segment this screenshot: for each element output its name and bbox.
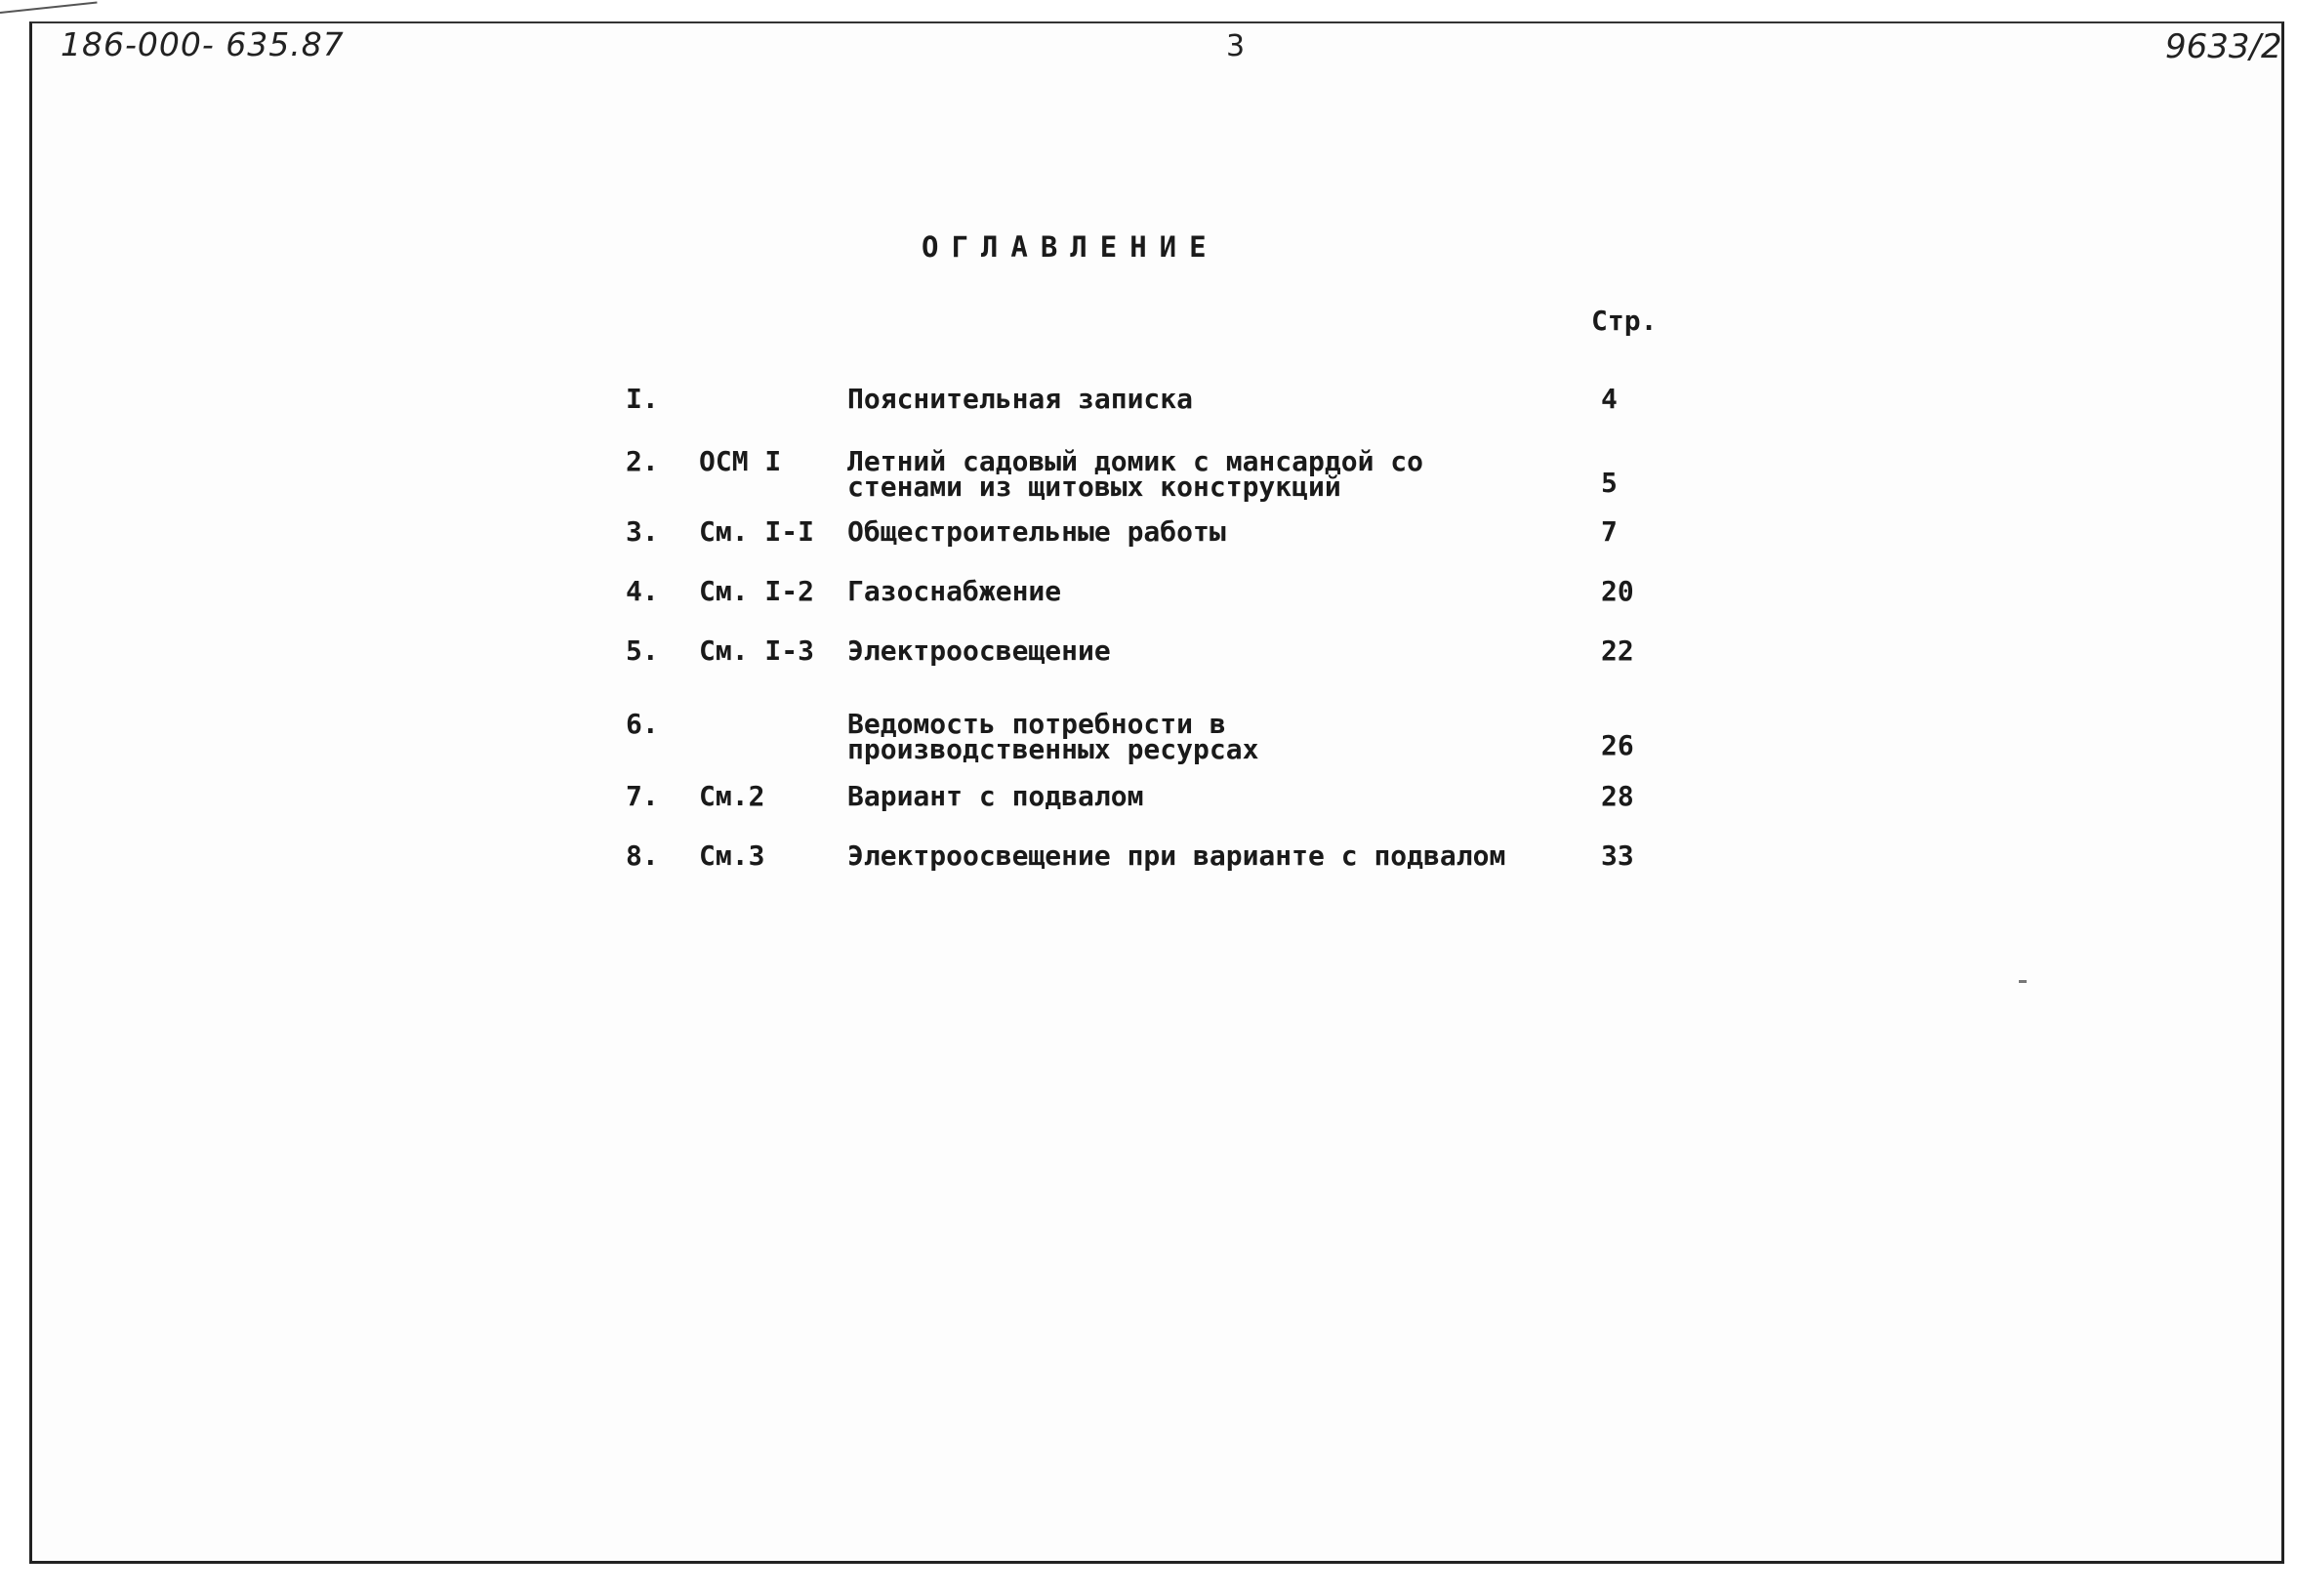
toc-item-number: 7. xyxy=(626,780,659,812)
toc-item-code: См. I-3 xyxy=(699,634,815,667)
toc-item-text: Летний садовый домик с мансардой со стенами из щитовых конструкций xyxy=(847,445,1424,503)
toc-item-page: 28 xyxy=(1601,780,1634,812)
toc-item-text: Газоснабжение xyxy=(847,575,1062,607)
toc-item-page: 20 xyxy=(1601,575,1634,607)
stray-mark xyxy=(2019,980,2027,983)
toc-item-code: ОСМ I xyxy=(699,445,782,477)
toc-item-text: Ведомость потребности в производственных ресурсах xyxy=(847,708,1259,765)
toc-item-number: I. xyxy=(626,383,659,415)
toc-item-number: 4. xyxy=(626,575,659,607)
toc-item-number: 5. xyxy=(626,634,659,667)
page-column-header: Стр. xyxy=(1591,305,1658,337)
toc-item-number: 3. xyxy=(626,515,659,548)
toc-item-text: Общестроительные работы xyxy=(847,515,1226,548)
toc-item-page: 7 xyxy=(1601,515,1618,548)
toc-item-number: 6. xyxy=(626,708,659,740)
toc-item-number: 8. xyxy=(626,839,659,872)
toc-title: ОГЛАВЛЕНИЕ xyxy=(922,230,1219,264)
toc-item-code: См.2 xyxy=(699,780,765,812)
toc-item-text: Электроосвещение xyxy=(847,634,1111,667)
toc-item-page: 26 xyxy=(1601,729,1634,761)
toc-item-page: 22 xyxy=(1601,634,1634,667)
toc-item-page: 33 xyxy=(1601,839,1634,872)
toc-item-code: См. I-2 xyxy=(699,575,815,607)
document-code: 186-000- 635.87 xyxy=(61,25,345,63)
toc-item-text: Вариант с подвалом xyxy=(847,780,1144,812)
toc-item-number: 2. xyxy=(626,445,659,477)
corner-pen-mark xyxy=(0,2,98,14)
toc-item-text: Электроосвещение при варианте с подвалом xyxy=(847,839,1506,872)
toc-item-code: См. I-I xyxy=(699,515,815,548)
sheet-reference: 9633/2 xyxy=(2165,27,2282,66)
toc-item-code: См.3 xyxy=(699,839,765,872)
toc-item-page: 4 xyxy=(1601,383,1618,415)
toc-item-page: 5 xyxy=(1601,467,1618,499)
toc-item-text: Пояснительная записка xyxy=(847,383,1194,415)
page-number: 3 xyxy=(1226,29,1246,63)
